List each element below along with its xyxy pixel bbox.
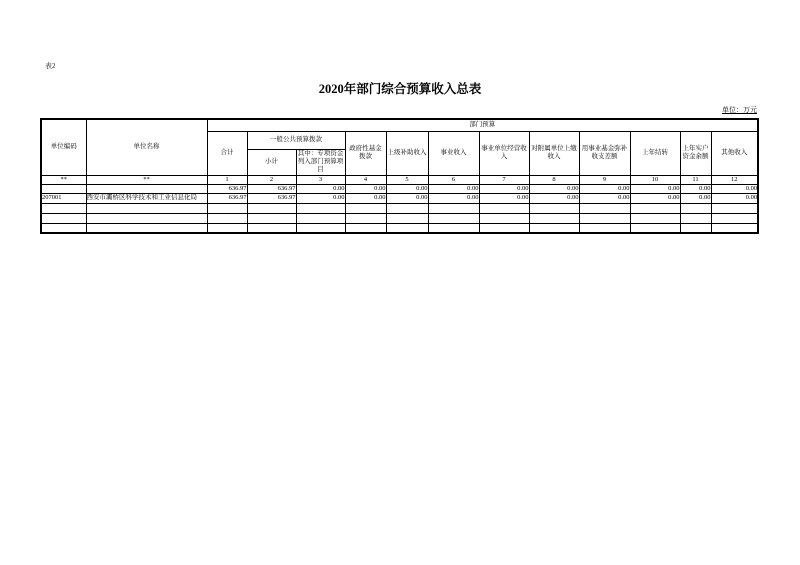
header-business-operating-income: 事业单位经营收入 [479,131,529,175]
table-row-207001 [41,193,758,203]
cell-value: 0.00 [479,193,529,203]
header-unit-name: 单位名称 [86,119,207,175]
numbering-cell: 6 [428,175,479,184]
cell-unit-name [86,203,207,213]
cell-value [345,213,386,223]
numbering-cell: 9 [579,175,630,184]
cell-value [529,223,579,233]
cell-value [247,213,296,223]
cell-value [207,223,247,233]
cell-value: 0.00 [579,193,630,203]
header-prev-year-carryover: 上年结转 [630,131,680,175]
column-numbering-row [41,175,758,184]
cell-value: 636.97 [247,184,296,193]
cell-value: 0.00 [711,193,758,203]
cell-value [579,213,630,223]
numbering-cell: 2 [247,175,296,184]
cell-value: 0.00 [296,184,345,193]
cell-value [207,203,247,213]
cell-value [479,203,529,213]
cell-value: 636.97 [207,184,247,193]
cell-value [479,223,529,233]
cell-value [711,203,758,213]
cell-unit-code [41,203,86,213]
numbering-cell: 3 [296,175,345,184]
cell-value [680,223,711,233]
cell-value [529,203,579,213]
cell-value: 0.00 [386,193,428,203]
cell-value [207,213,247,223]
cell-value [680,203,711,213]
page-title: 2020年部门综合预算收入总表 [318,82,482,96]
unit-note: 单位：万元 [722,106,757,114]
cell-value: 636.97 [207,193,247,203]
cell-value: 0.00 [428,184,479,193]
cell-value: 0.00 [479,184,529,193]
table-row-empty [41,223,758,233]
numbering-cell: 10 [630,175,680,184]
cell-value [386,223,428,233]
cell-value [345,203,386,213]
cell-value [386,203,428,213]
cell-value [386,213,428,223]
header-unit-code: 单位编码 [41,119,86,175]
table-row-empty [41,203,758,213]
cell-value [630,203,680,213]
cell-value: 0.00 [529,193,579,203]
cell-value [479,213,529,223]
cell-value: 0.00 [386,184,428,193]
numbering-cell: ** [41,175,86,184]
table-row-summary [41,184,758,193]
numbering-cell: 1 [207,175,247,184]
header-superior-subsidy: 上级补助收入 [386,131,428,175]
cell-unit-code [41,223,86,233]
cell-unit-code: 207001 [41,193,86,203]
header-other-income: 其他收入 [711,131,758,175]
cell-unit-name [86,184,207,193]
header-total: 合计 [207,131,247,175]
cell-unit-code [41,213,86,223]
cell-value [711,223,758,233]
table-number-label: 表2 [45,62,56,70]
cell-unit-code [41,184,86,193]
cell-value: 0.00 [711,184,758,193]
cell-value [711,213,758,223]
cell-value [345,223,386,233]
cell-value [296,213,345,223]
cell-value: 0.00 [428,193,479,203]
numbering-cell: 5 [386,175,428,184]
cell-value: 0.00 [680,184,711,193]
header-affiliated-payment-income: 对附属单位上缴收入 [529,131,579,175]
cell-value: 0.00 [630,193,680,203]
header-subtotal: 小计 [247,149,296,175]
cell-value [630,213,680,223]
cell-value [428,213,479,223]
numbering-cell: 8 [529,175,579,184]
cell-value: 636.97 [247,193,296,203]
table-row-empty [41,213,758,223]
header-row-1 [41,119,758,131]
cell-unit-name: 西安市灞桥区科学技术和工业信息化局 [86,193,207,203]
cell-value [247,203,296,213]
header-gov-fund-grant: 政府性基金拨款 [345,131,386,175]
cell-value [680,213,711,223]
numbering-cell: 11 [680,175,711,184]
header-dept-budget: 部门预算 [207,119,758,131]
cell-value: 0.00 [529,184,579,193]
numbering-cell: 12 [711,175,758,184]
cell-value [296,203,345,213]
budget-income-table [40,118,759,234]
cell-value [630,223,680,233]
cell-value [428,203,479,213]
numbering-cell: 7 [479,175,529,184]
cell-unit-name [86,213,207,223]
numbering-cell: 4 [345,175,386,184]
cell-value [247,223,296,233]
cell-value: 0.00 [630,184,680,193]
cell-value [579,203,630,213]
cell-value: 0.00 [680,193,711,203]
cell-value [296,223,345,233]
cell-value: 0.00 [579,184,630,193]
cell-value [579,223,630,233]
cell-value: 0.00 [345,184,386,193]
header-prev-year-account-balance: 上年实户资金余额 [680,131,711,175]
header-general-public-budget: 一般公共预算拨款 [247,131,345,149]
cell-value: 0.00 [296,193,345,203]
cell-value [529,213,579,223]
cell-value: 0.00 [345,193,386,203]
numbering-cell: ** [86,175,207,184]
cell-value [428,223,479,233]
header-business-fund-offset: 用事业基金弥补收支差额 [579,131,630,175]
header-operational-income: 事业收入 [428,131,479,175]
header-special-fund-items: 其中：专项资金列入部门预算项目 [297,149,344,174]
cell-unit-name [86,223,207,233]
